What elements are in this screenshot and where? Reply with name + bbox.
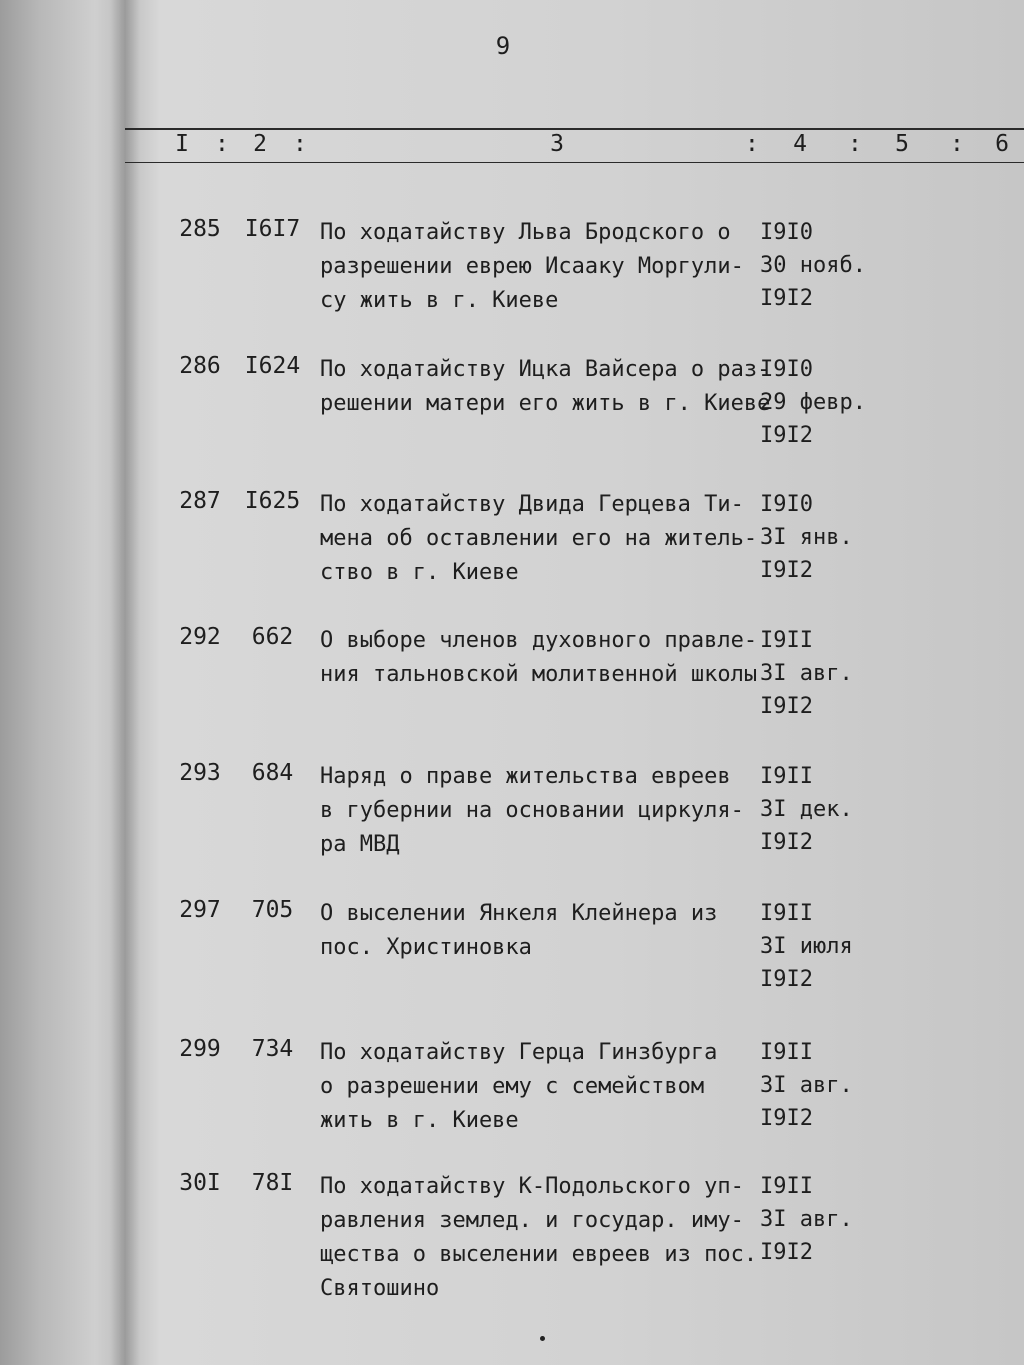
record-number: 292: [179, 624, 221, 650]
record-number: 299: [179, 1036, 221, 1062]
title-line: По ходатайству Герца Гинзбурга: [320, 1040, 718, 1065]
title-line: По ходатайству Льва Бродского о: [320, 220, 731, 245]
title-line: Наряд о праве жительства евреев: [320, 764, 731, 789]
title-line: пос. Христиновка: [320, 935, 532, 960]
date-day-month: 3I янв.: [760, 525, 853, 550]
title-line: ра МВД: [320, 832, 400, 857]
date-start-year: I9II: [760, 1040, 813, 1065]
record-dates: [760, 353, 890, 452]
record-title: [320, 760, 770, 862]
title-line: Святошино: [320, 1276, 440, 1301]
record-title: [320, 897, 770, 965]
date-day-month: 29 февр.: [760, 390, 866, 415]
date-start-year: I9I0: [760, 220, 813, 245]
record-title: [320, 488, 770, 590]
record-dates: [760, 760, 890, 859]
date-end-year: I9I2: [760, 1106, 813, 1131]
title-line: равления землед. и государ. иму-: [320, 1208, 744, 1233]
date-start-year: I9I0: [760, 492, 813, 517]
record-dates: [760, 897, 890, 996]
record-title: [320, 216, 770, 318]
record-code: I6I7: [244, 216, 301, 242]
record-title: [320, 1036, 770, 1138]
date-day-month: 3I авг.: [760, 661, 853, 686]
record-number: 286: [179, 353, 221, 379]
title-line: разрешении еврею Исааку Моргули-: [320, 254, 744, 279]
record-title: [320, 353, 770, 421]
record-dates: [760, 1170, 890, 1269]
column-header-2: 2: [253, 131, 267, 157]
column-header-4: 4: [793, 131, 807, 157]
title-line: ния тальновской молитвенной школы: [320, 662, 758, 687]
record-title: [320, 624, 770, 692]
column-separator: :: [848, 131, 862, 157]
date-end-year: I9I2: [760, 967, 813, 992]
date-day-month: 3I авг.: [760, 1073, 853, 1098]
date-day-month: 3I июля: [760, 934, 853, 959]
date-end-year: I9I2: [760, 286, 813, 311]
column-separator: :: [745, 131, 759, 157]
title-line: О выселении Янкеля Клейнера из: [320, 901, 718, 926]
title-line: щества о выселении евреев из пос.: [320, 1242, 758, 1267]
title-line: жить в г. Киеве: [320, 1108, 519, 1133]
record-code: 662: [251, 624, 294, 650]
date-start-year: I9I0: [760, 357, 813, 382]
date-start-year: I9II: [760, 901, 813, 926]
date-day-month: 3I дек.: [760, 797, 853, 822]
page-fold-shadow: [110, 0, 140, 1365]
title-line: мена об оставлении его на житель-: [320, 526, 758, 551]
header-bottom-rule: [125, 162, 1024, 163]
record-dates: [760, 624, 890, 723]
title-line: су жить в г. Киеве: [320, 288, 559, 313]
record-dates: [760, 1036, 890, 1135]
column-separator: :: [950, 131, 964, 157]
date-end-year: I9I2: [760, 558, 813, 583]
title-line: О выборе членов духовного правле-: [320, 628, 758, 653]
date-start-year: I9II: [760, 1174, 813, 1199]
date-start-year: I9II: [760, 628, 813, 653]
record-number: 285: [179, 216, 221, 242]
ink-dot: [540, 1336, 545, 1341]
record-code: 705: [251, 897, 294, 923]
title-line: решении матери его жить в г. Киеве: [320, 391, 771, 416]
record-code: 684: [251, 760, 294, 786]
title-line: ство в г. Киеве: [320, 560, 519, 585]
record-dates: [760, 216, 890, 315]
record-code: 734: [251, 1036, 294, 1062]
title-line: о разрешении ему с семейством: [320, 1074, 705, 1099]
column-header-5: 5: [895, 131, 909, 157]
title-line: По ходатайству К-Подольского уп-: [320, 1174, 744, 1199]
date-end-year: I9I2: [760, 830, 813, 855]
column-separator: :: [293, 131, 307, 157]
record-dates: [760, 488, 890, 587]
record-code: 78I: [251, 1170, 294, 1196]
page-number: 9: [495, 32, 511, 60]
date-end-year: I9I2: [760, 1240, 813, 1265]
title-line: По ходатайству Ицка Вайсера о раз-: [320, 357, 771, 382]
header-top-rule: [125, 128, 1024, 130]
record-code: I624: [244, 353, 301, 379]
date-end-year: I9I2: [760, 423, 813, 448]
record-title: [320, 1170, 770, 1306]
record-code: I625: [244, 488, 301, 514]
date-end-year: I9I2: [760, 694, 813, 719]
date-start-year: I9II: [760, 764, 813, 789]
date-day-month: 30 нояб.: [760, 253, 866, 278]
date-day-month: 3I авг.: [760, 1207, 853, 1232]
column-header-1: I: [175, 131, 189, 157]
record-number: 293: [179, 760, 221, 786]
record-number: 30I: [179, 1170, 221, 1196]
column-header-3: 3: [550, 131, 564, 157]
record-number: 297: [179, 897, 221, 923]
record-number: 287: [179, 488, 221, 514]
column-separator: :: [215, 131, 229, 157]
title-line: По ходатайству Двида Герцева Ти-: [320, 492, 744, 517]
column-header-6: 6: [995, 131, 1009, 157]
title-line: в губернии на основании циркуля-: [320, 798, 744, 823]
